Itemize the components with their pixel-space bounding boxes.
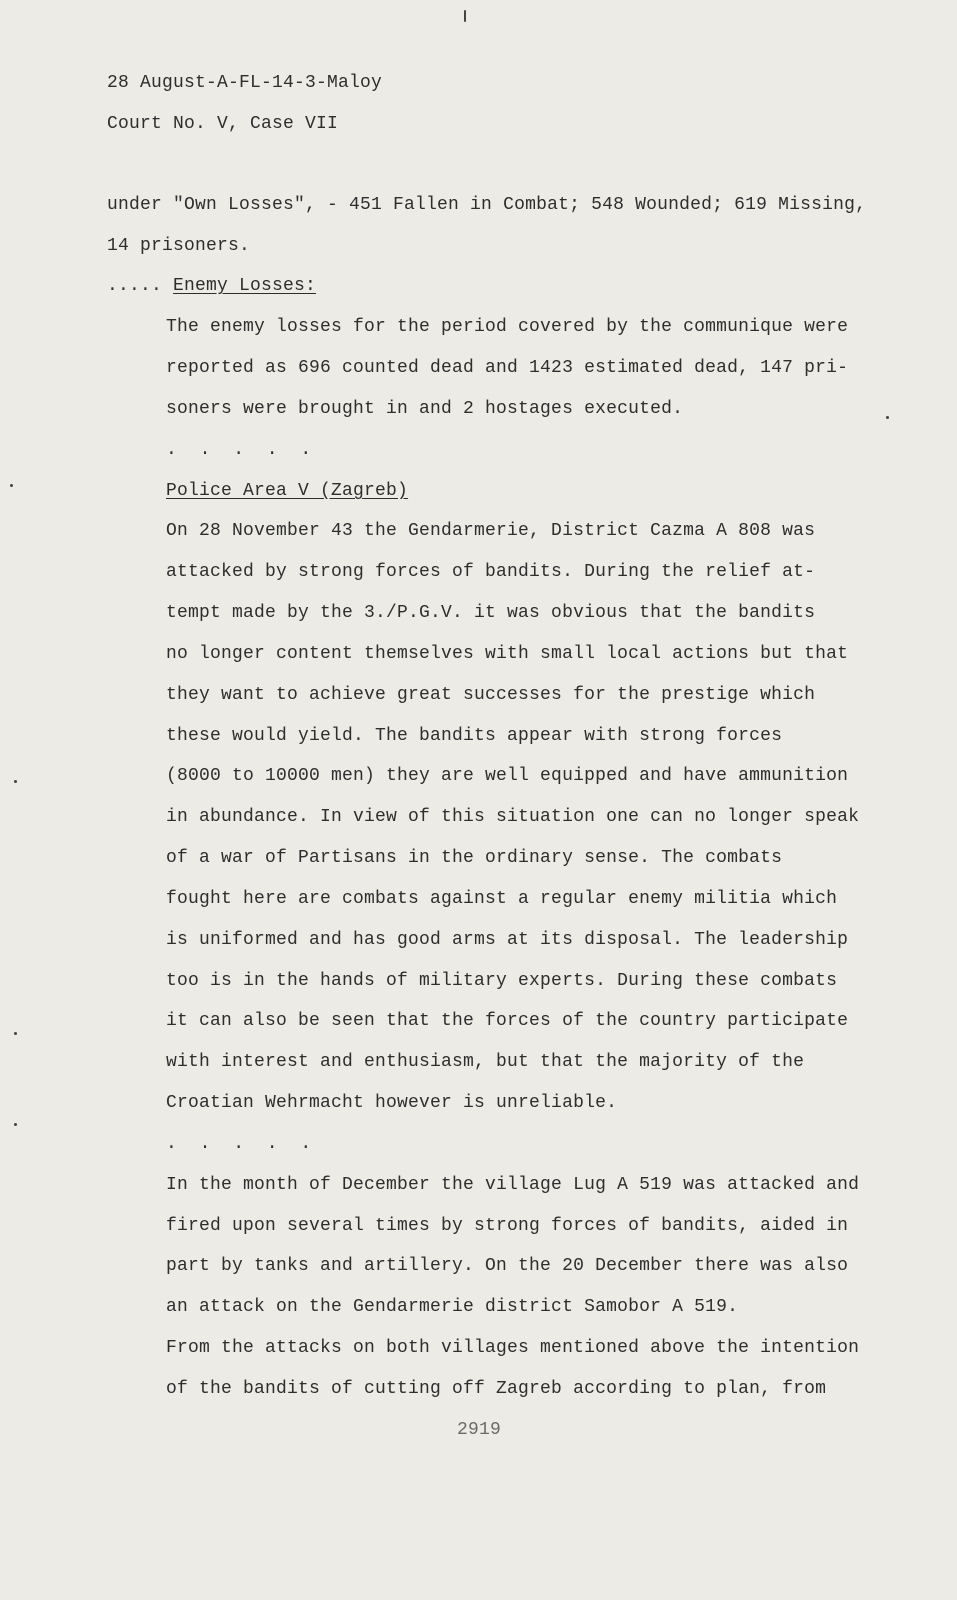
police-area-line: Croatian Wehrmacht however is unreliable. <box>166 1093 618 1113</box>
police-area-line: On 28 November 43 the Gendarmerie, District Cazma A 808 was <box>166 521 816 541</box>
police-area-line: they want to achieve great successes for the prestige which <box>166 685 816 705</box>
section-separator: . . . . . <box>166 1134 318 1154</box>
december-line: an attack on the Gendarmerie district Samobor A 519. <box>166 1297 739 1317</box>
enemy-losses-line: soners were brought in and 2 hostages executed. <box>166 399 684 419</box>
december-line: part by tanks and artillery. On the 20 December there was also <box>166 1256 849 1276</box>
police-area-line: (8000 to 10000 men) they are well equipped and have ammunition <box>166 766 849 786</box>
enemy-losses-line: The enemy losses for the period covered by the communique were <box>166 317 849 337</box>
police-area-line: no longer content themselves with small local actions but that <box>166 644 849 664</box>
police-area-line: in abundance. In view of this situation one can no longer speak <box>166 807 860 827</box>
own-losses-line-2: 14 prisoners. <box>107 236 251 256</box>
december-line: of the bandits of cutting off Zagreb according to plan, from <box>166 1379 827 1399</box>
scan-mark <box>14 1032 17 1035</box>
enemy-losses-line: reported as 696 counted dead and 1423 estimated dead, 147 pri- <box>166 358 849 378</box>
police-area-line: tempt made by the 3./P.G.V. it was obvious that the bandits <box>166 603 816 623</box>
section-separator: . . . . . <box>166 440 318 460</box>
december-line: fired upon several times by strong forces of bandits, aided in <box>166 1216 849 1236</box>
police-area-line: fought here are combats against a regular enemy militia which <box>166 889 838 909</box>
ellipsis-prefix: ..... <box>107 276 163 296</box>
police-area-line: attacked by strong forces of bandits. During the relief at- <box>166 562 816 582</box>
december-line: In the month of December the village Lug A 519 was attacked and <box>166 1175 860 1195</box>
scan-mark <box>10 484 13 487</box>
december-line: From the attacks on both villages mentioned above the intention <box>166 1338 860 1358</box>
header-court: Court No. V, Case VII <box>107 114 339 134</box>
page-number: 2919 <box>457 1420 502 1440</box>
enemy-losses-heading: Enemy Losses: <box>173 276 317 296</box>
enemy-losses-heading-row <box>107 274 316 298</box>
police-area-line: these would yield. The bandits appear with strong forces <box>166 726 783 746</box>
police-area-line: too is in the hands of military experts. During these combats <box>166 971 838 991</box>
police-area-line: is uniformed and has good arms at its disposal. The leadership <box>166 930 849 950</box>
scan-mark <box>886 416 889 419</box>
police-area-line: with interest and enthusiasm, but that the majority of the <box>166 1052 805 1072</box>
own-losses-line-1: under "Own Losses", - 451 Fallen in Combat; 548 Wounded; 619 Missing, <box>107 195 867 215</box>
police-area-line: of a war of Partisans in the ordinary sense. The combats <box>166 848 783 868</box>
scan-mark <box>14 780 17 783</box>
scan-mark <box>464 10 466 22</box>
police-area-heading: Police Area V (Zagreb) <box>166 481 409 501</box>
scan-mark <box>14 1123 17 1126</box>
police-area-line: it can also be seen that the forces of the country participate <box>166 1011 849 1031</box>
header-reference: 28 August-A-FL-14-3-Maloy <box>107 73 383 93</box>
